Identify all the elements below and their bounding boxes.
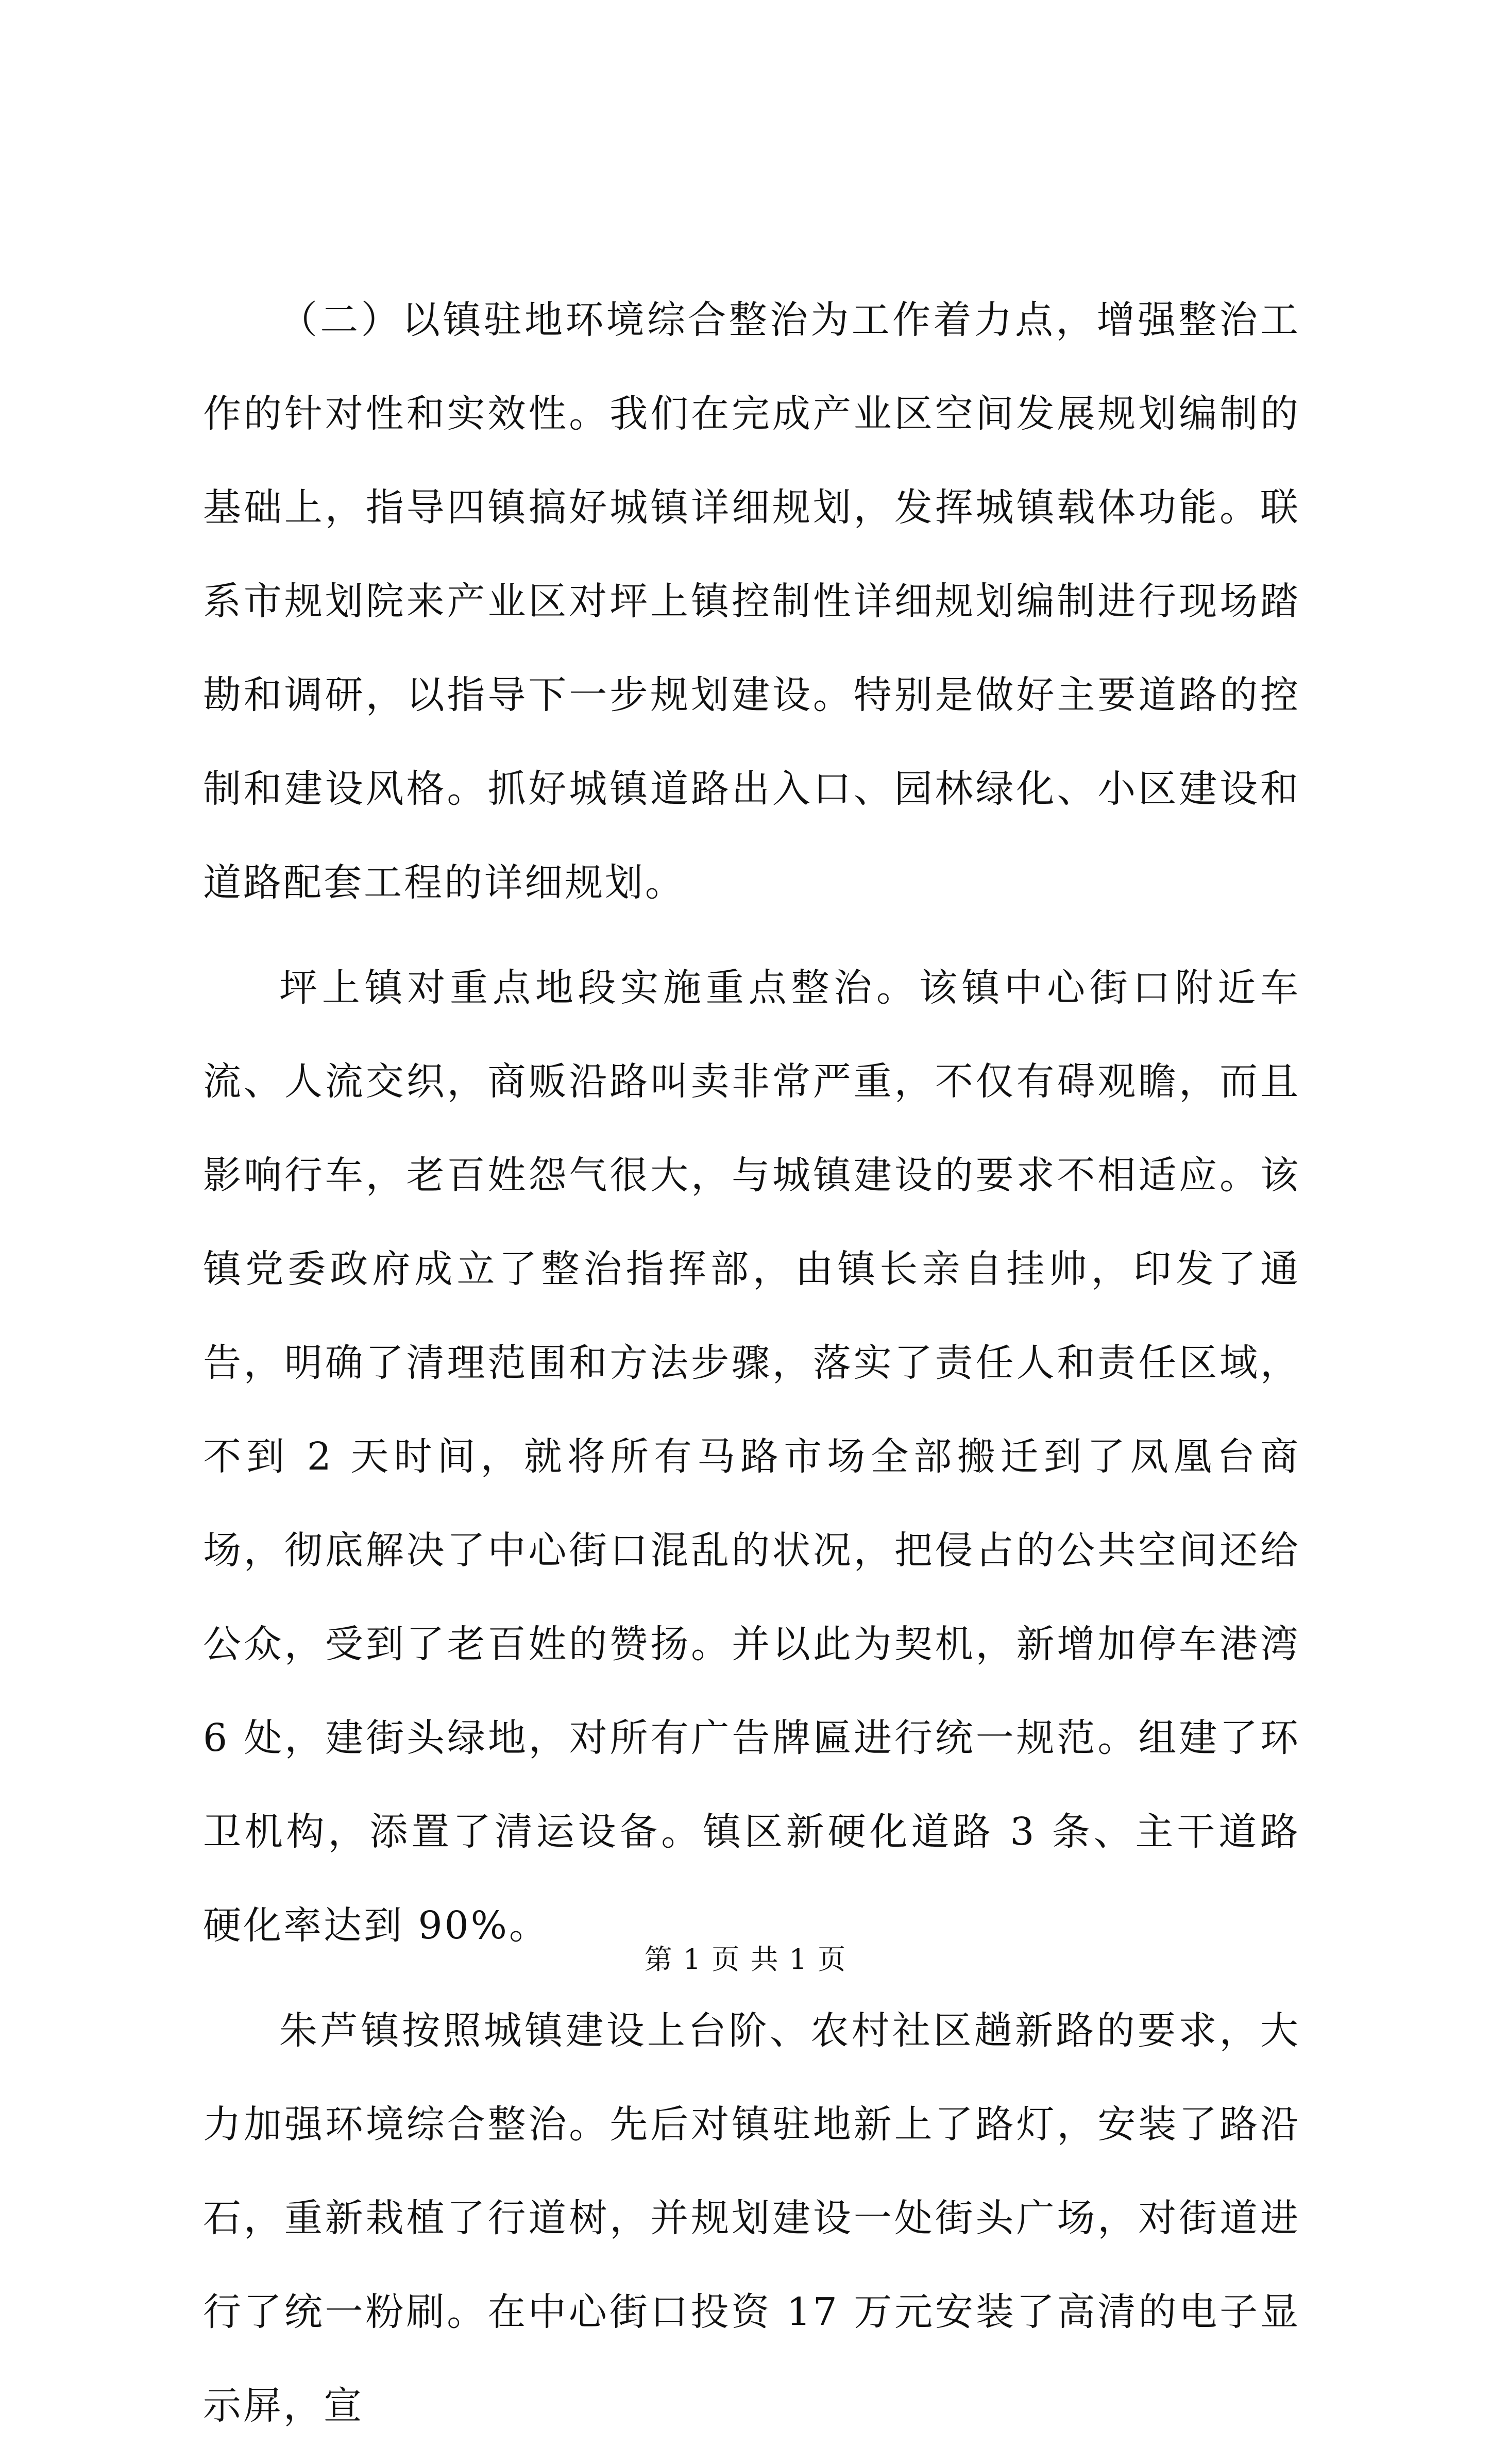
paragraph-2: 坪上镇对重点地段实施重点整治。该镇中心街口附近车流、人流交织，商贩沿路叫卖非常严重，不仅有碍观瞻，而且影响行车，老百姓怨气很大，与城镇建设的要求不相适应。该镇党委政府成立了整治指挥部，由镇长亲自挂帅，印发了通告，明确了清理范围和方法步骤，落实了责任人和责任区域，不到 2 天时间，就将所有马路市场全部搬迁到了凤凰台商场，彻底解决了中心街口混乱的状况，把侵占的公共空间还给公众，受到了老百姓的赞扬。并以此为契机，新增加停车港湾 6 处，建街头绿地，对所有广告牌匾进行统一规范。组建了环卫机构，添置了清运设备。镇区新硬化道路 3 条、主干道路硬化率达到 90%。 — [203, 966, 1300, 1948]
paragraph-3: 朱芦镇按照城镇建设上台阶、农村社区趟新路的要求，大力加强环境综合整治。先后对镇驻地新上了路灯，安装了路沿石，重新栽植了行道树，并规划建设一处街头广场，对街道进行了统一粉刷。在中心街口投资 17 万元安装了高清的电子显示屏，宣 — [203, 2009, 1300, 2428]
page-footer: 第 1 页 共 1 页 — [644, 1943, 847, 1976]
paragraph-1: （二）以镇驻地环境综合整治为工作着力点，增强整治工作的针对性和实效性。我们在完成产业区空间发展规划编制的基础上，指导四镇搞好城镇详细规划，发挥城镇载体功能。联系市规划院来产业区对坪上镇控制性详细规划编制进行现场踏勘和调研，以指导下一步规划建设。特别是做好主要道路的控制和建设风格。抓好城镇道路出入口、园林绿化、小区建设和道路配套工程的详细规划。 — [203, 298, 1300, 905]
document-body — [203, 273, 1300, 2464]
